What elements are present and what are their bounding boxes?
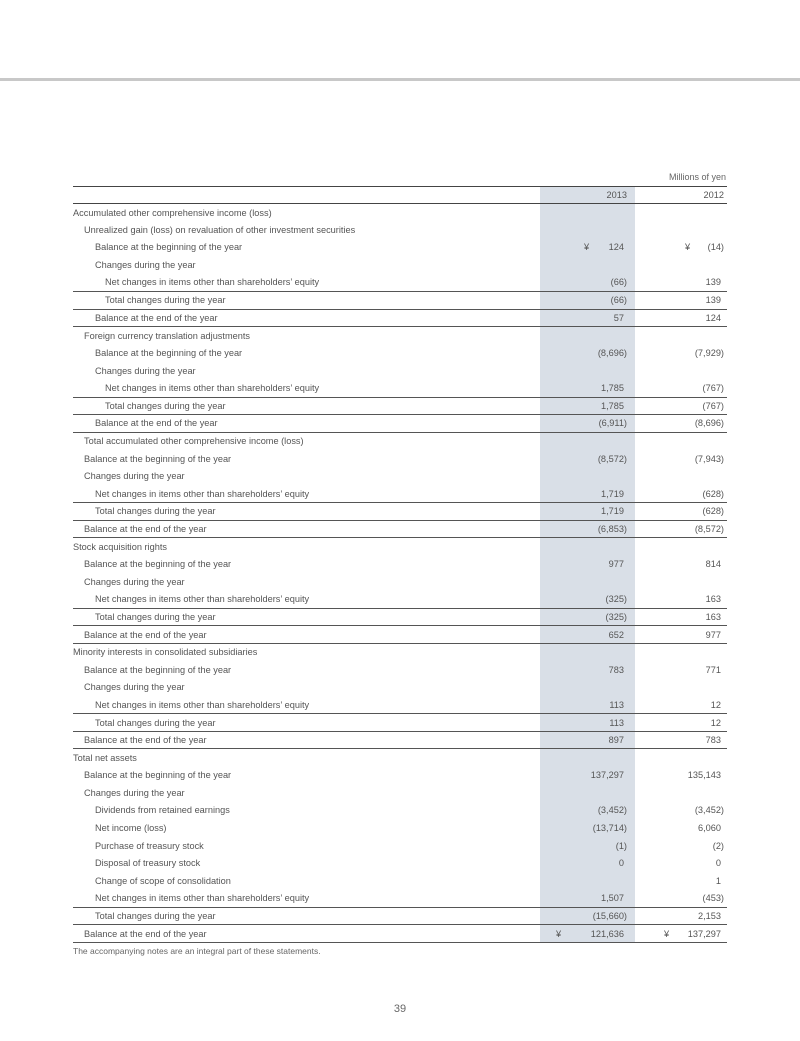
value-cell-2013 — [540, 802, 635, 820]
value-cell-2013 — [540, 555, 635, 573]
value-text: 57 — [613, 312, 624, 323]
value-cell-2013 — [540, 591, 635, 609]
value-text: 137,297 — [687, 928, 721, 939]
row-label: Net income (loss) — [95, 823, 167, 834]
table-row — [73, 379, 727, 397]
value-cell-2013 — [540, 485, 635, 503]
table-row — [73, 907, 727, 925]
value-text: 783 — [705, 735, 721, 746]
value-text: (8,696) — [694, 418, 724, 429]
row-label: Total changes during the year — [73, 907, 540, 925]
value-cell-2013 — [540, 925, 635, 943]
table-row — [73, 890, 727, 908]
value-cell-2013 — [540, 432, 635, 450]
table-row — [73, 767, 727, 785]
row-label: Changes during the year — [84, 576, 185, 587]
table-row — [73, 643, 727, 661]
row-label: Balance at the beginning of the year — [95, 242, 243, 253]
table-row — [73, 239, 727, 257]
value-cell-2013 — [540, 256, 635, 274]
value-cell-2012 — [635, 608, 727, 626]
value-cell-2012 — [635, 767, 727, 785]
value-cell-2012 — [635, 714, 727, 732]
value-text: 2,153 — [698, 911, 721, 922]
value-text: (767) — [702, 382, 724, 393]
value-text: (325) — [605, 611, 627, 622]
value-text: (14) — [707, 242, 724, 253]
row-label: Balance at the beginning of the year — [84, 770, 232, 781]
value-text: (453) — [702, 893, 724, 904]
value-text: 783 — [608, 664, 624, 675]
value-cell-2012 — [635, 221, 727, 239]
value-text: (3,452) — [694, 805, 724, 816]
row-label: Balance at the end of the year — [73, 731, 540, 749]
value-text: 113 — [609, 699, 624, 710]
value-cell-2012 — [635, 837, 727, 855]
table-row — [73, 714, 727, 732]
value-cell-2012 — [635, 661, 727, 679]
value-text: 12 — [710, 717, 721, 728]
value-cell-2012 — [635, 679, 727, 697]
row-label: Total net assets — [73, 749, 540, 767]
value-cell-2013 — [540, 538, 635, 556]
value-cell-2012 — [635, 344, 727, 362]
value-cell-2012 — [635, 397, 727, 415]
value-text: 977 — [705, 629, 721, 640]
row-label: Net changes in items other than shareholders’ equity — [95, 488, 310, 499]
table-row — [73, 256, 727, 274]
table-row — [73, 854, 727, 872]
value-text: 1,785 — [601, 400, 624, 411]
row-label: Total changes during the year — [73, 608, 540, 626]
row-label: Net changes in items other than shareholders’ equity — [95, 594, 310, 605]
header-label-cell — [73, 187, 540, 204]
table-row — [73, 626, 727, 644]
value-cell-2012 — [635, 643, 727, 661]
row-label: Dividends from retained earnings — [95, 805, 230, 816]
value-text: (325) — [605, 594, 627, 605]
units-label: Millions of yen — [668, 172, 726, 182]
value-text: 113 — [609, 717, 624, 728]
value-cell-2012 — [635, 362, 727, 380]
value-cell-2013 — [540, 696, 635, 714]
table-row — [73, 802, 727, 820]
value-cell-2013 — [540, 239, 635, 257]
table-row — [73, 450, 727, 468]
value-text: (8,572) — [694, 523, 724, 534]
value-text: 1,785 — [601, 382, 624, 393]
table-row — [73, 872, 727, 890]
value-cell-2013 — [540, 661, 635, 679]
value-cell-2013 — [540, 415, 635, 433]
value-text: 0 — [618, 858, 624, 869]
row-label: Total changes during the year — [73, 714, 540, 732]
value-cell-2013 — [540, 520, 635, 538]
value-text: (8,572) — [597, 453, 627, 464]
value-cell-2012 — [635, 925, 727, 943]
value-cell-2013 — [540, 679, 635, 697]
table-row — [73, 784, 727, 802]
table-row — [73, 309, 727, 327]
value-cell-2012 — [635, 256, 727, 274]
value-cell-2013 — [540, 731, 635, 749]
value-cell-2013 — [540, 714, 635, 732]
table-body — [73, 204, 727, 943]
value-cell-2013 — [540, 872, 635, 890]
value-cell-2012 — [635, 309, 727, 327]
value-cell-2012 — [635, 784, 727, 802]
top-rule — [0, 78, 800, 81]
table-row — [73, 291, 727, 309]
value-cell-2012 — [635, 274, 727, 292]
table-row — [73, 221, 727, 239]
value-cell-2012 — [635, 520, 727, 538]
value-text: 1 — [715, 875, 721, 886]
value-cell-2012 — [635, 555, 727, 573]
value-cell-2013 — [540, 291, 635, 309]
value-cell-2013 — [540, 626, 635, 644]
value-cell-2013 — [540, 854, 635, 872]
row-label: Purchase of treasury stock — [95, 840, 204, 851]
row-label: Changes during the year — [95, 260, 196, 271]
value-cell-2012 — [635, 907, 727, 925]
value-cell-2012 — [635, 415, 727, 433]
value-text: (6,853) — [597, 523, 627, 534]
value-cell-2013 — [540, 274, 635, 292]
value-text: 652 — [608, 629, 624, 640]
table-row — [73, 608, 727, 626]
value-cell-2013 — [540, 503, 635, 521]
column-header-2012: 2012 — [635, 187, 727, 204]
value-cell-2013 — [540, 467, 635, 485]
value-cell-2013 — [540, 890, 635, 908]
table-row — [73, 467, 727, 485]
value-cell-2013 — [540, 749, 635, 767]
value-cell-2012 — [635, 467, 727, 485]
table-row — [73, 731, 727, 749]
table-row — [73, 573, 727, 591]
row-label: Balance at the end of the year — [73, 626, 540, 644]
value-text: (2) — [712, 840, 724, 851]
row-label: Changes during the year — [84, 787, 185, 798]
value-text: 135,143 — [687, 770, 721, 781]
value-text: 1,507 — [601, 893, 624, 904]
value-cell-2013 — [540, 362, 635, 380]
row-label: Net changes in items other than shareholders’ equity — [95, 893, 310, 904]
yen-symbol: ¥ — [685, 242, 691, 253]
row-label: Net changes in items other than shareholders’ equity — [105, 382, 320, 393]
statement-table — [73, 186, 727, 943]
value-cell-2013 — [540, 221, 635, 239]
table-row — [73, 503, 727, 521]
value-text: 124 — [608, 242, 624, 253]
row-label: Total accumulated other comprehensive income (loss) — [73, 432, 540, 450]
value-text: 771 — [705, 664, 721, 675]
value-cell-2012 — [635, 696, 727, 714]
row-label: Accumulated other comprehensive income (loss) — [73, 207, 272, 218]
value-cell-2012 — [635, 538, 727, 556]
value-cell-2013 — [540, 450, 635, 468]
row-label: Total changes during the year — [73, 291, 540, 309]
value-cell-2012 — [635, 239, 727, 257]
value-text: (66) — [610, 295, 627, 306]
row-label: Changes during the year — [84, 471, 185, 482]
table-row — [73, 555, 727, 573]
value-text: (6,911) — [598, 418, 627, 429]
value-cell-2012 — [635, 573, 727, 591]
row-label: Balance at the beginning of the year — [84, 664, 232, 675]
value-text: 1,719 — [601, 488, 624, 499]
footnote: The accompanying notes are an integral part of these statements. — [73, 946, 321, 956]
row-label: Net changes in items other than shareholders’ equity — [105, 277, 320, 288]
value-text: (628) — [702, 506, 724, 517]
row-label: Unrealized gain (loss) on revaluation of other investment securities — [84, 224, 356, 235]
yen-symbol: ¥ — [556, 928, 562, 939]
value-text: 977 — [608, 559, 624, 570]
value-text: 12 — [710, 699, 721, 710]
table-row — [73, 362, 727, 380]
row-label: Balance at the end of the year — [73, 520, 540, 538]
value-text: 124 — [705, 312, 721, 323]
value-cell-2013 — [540, 344, 635, 362]
value-text: 1,719 — [601, 506, 624, 517]
value-cell-2012 — [635, 802, 727, 820]
value-cell-2012 — [635, 503, 727, 521]
value-text: 137,297 — [590, 770, 624, 781]
value-text: 163 — [705, 594, 721, 605]
table-row — [73, 344, 727, 362]
value-cell-2012 — [635, 450, 727, 468]
table-row — [73, 837, 727, 855]
value-text: 139 — [705, 277, 721, 288]
row-label: Total changes during the year — [73, 503, 540, 521]
table-row — [73, 520, 727, 538]
value-text: (767) — [702, 400, 724, 411]
value-cell-2012 — [635, 749, 727, 767]
table-row — [73, 538, 727, 556]
value-cell-2013 — [540, 379, 635, 397]
value-cell-2012 — [635, 872, 727, 890]
value-cell-2013 — [540, 327, 635, 345]
value-cell-2013 — [540, 819, 635, 837]
value-text: (13,714) — [592, 823, 627, 834]
row-label: Balance at the end of the year — [73, 415, 540, 433]
value-cell-2013 — [540, 643, 635, 661]
row-label: Change of scope of consolidation — [95, 875, 231, 886]
value-cell-2013 — [540, 573, 635, 591]
value-cell-2012 — [635, 485, 727, 503]
value-text: 121,636 — [590, 928, 624, 939]
value-cell-2013 — [540, 204, 635, 222]
value-cell-2012 — [635, 327, 727, 345]
row-label: Net changes in items other than shareholders’ equity — [95, 699, 310, 710]
value-cell-2013 — [540, 784, 635, 802]
row-label: Balance at the end of the year — [73, 925, 540, 943]
value-text: (8,696) — [597, 348, 627, 359]
value-text: (1) — [615, 840, 627, 851]
value-cell-2013 — [540, 608, 635, 626]
table-row — [73, 925, 727, 943]
value-cell-2013 — [540, 767, 635, 785]
table-row — [73, 591, 727, 609]
table-row — [73, 415, 727, 433]
table-row — [73, 432, 727, 450]
yen-symbol: ¥ — [664, 928, 670, 939]
value-text: 139 — [705, 295, 721, 306]
value-cell-2012 — [635, 626, 727, 644]
table-header-row — [73, 187, 727, 204]
value-text: (66) — [610, 277, 627, 288]
row-label: Balance at the beginning of the year — [84, 559, 232, 570]
row-label: Changes during the year — [84, 682, 185, 693]
value-text: 6,060 — [698, 823, 721, 834]
row-label: Balance at the beginning of the year — [84, 453, 232, 464]
table-row — [73, 661, 727, 679]
value-text: (7,943) — [694, 453, 724, 464]
table-row — [73, 819, 727, 837]
column-header-2013: 2013 — [540, 187, 635, 204]
value-cell-2013 — [540, 907, 635, 925]
value-text: 163 — [705, 611, 721, 622]
value-cell-2012 — [635, 854, 727, 872]
table-row — [73, 204, 727, 222]
value-text: 897 — [608, 735, 624, 746]
table-row — [73, 274, 727, 292]
table-row — [73, 749, 727, 767]
value-cell-2012 — [635, 204, 727, 222]
row-label: Total changes during the year — [73, 397, 540, 415]
value-cell-2012 — [635, 890, 727, 908]
value-cell-2012 — [635, 291, 727, 309]
value-cell-2013 — [540, 837, 635, 855]
value-text: (628) — [702, 488, 724, 499]
row-label: Minority interests in consolidated subsidiaries — [73, 643, 540, 661]
value-cell-2013 — [540, 309, 635, 327]
table-row — [73, 679, 727, 697]
table-row — [73, 485, 727, 503]
table-row — [73, 327, 727, 345]
value-cell-2012 — [635, 591, 727, 609]
row-label: Foreign currency translation adjustments — [73, 327, 540, 345]
value-cell-2012 — [635, 731, 727, 749]
row-label: Stock acquisition rights — [73, 538, 540, 556]
row-label: Balance at the end of the year — [73, 309, 540, 327]
value-cell-2012 — [635, 379, 727, 397]
value-cell-2012 — [635, 819, 727, 837]
table-row — [73, 696, 727, 714]
value-text: (3,452) — [597, 805, 627, 816]
row-label: Disposal of treasury stock — [95, 858, 201, 869]
value-text: 814 — [705, 559, 721, 570]
yen-symbol: ¥ — [584, 242, 590, 253]
value-text: (15,660) — [592, 911, 627, 922]
row-label: Balance at the beginning of the year — [95, 348, 243, 359]
row-label: Changes during the year — [95, 365, 196, 376]
value-text: 0 — [715, 858, 721, 869]
value-cell-2012 — [635, 432, 727, 450]
value-text: (7,929) — [694, 348, 724, 359]
table-row — [73, 397, 727, 415]
value-cell-2013 — [540, 397, 635, 415]
page-number: 39 — [393, 1003, 407, 1015]
